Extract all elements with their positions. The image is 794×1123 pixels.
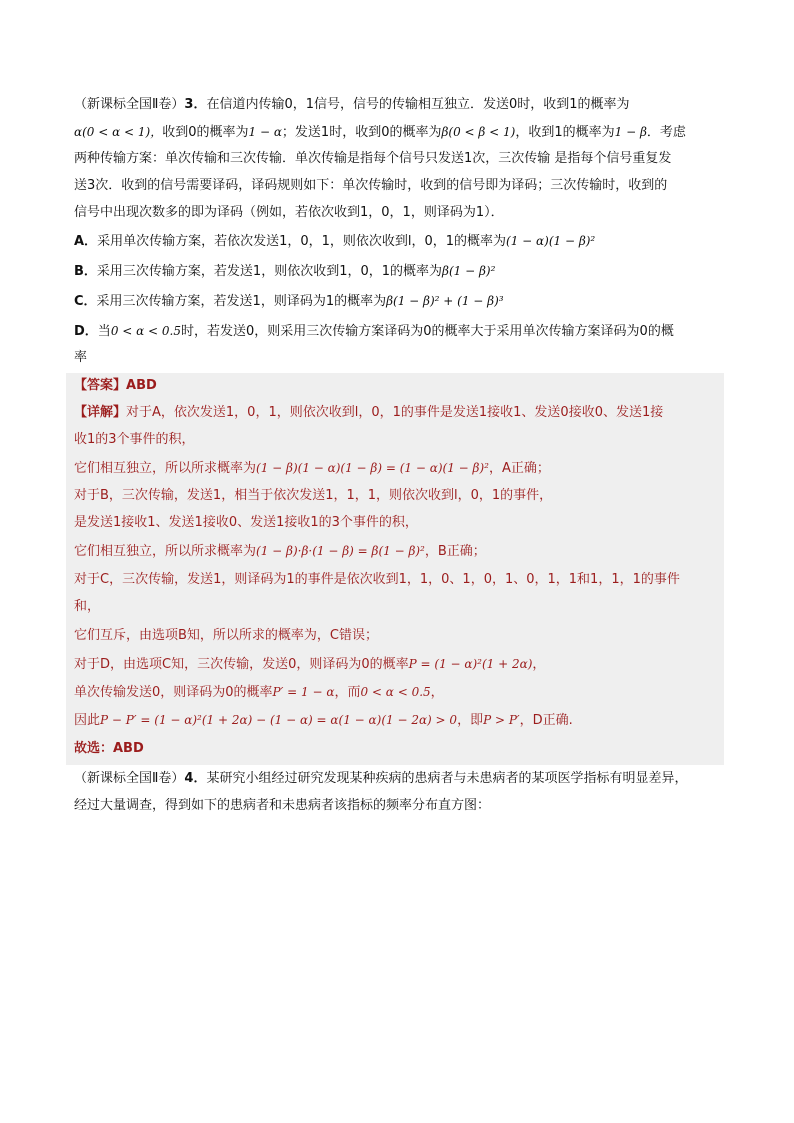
detail-text: 对于D，由选项C知，三次传输，发送0，则译码为0的概率 bbox=[74, 657, 409, 672]
option-c bbox=[74, 292, 504, 311]
option-b bbox=[74, 262, 495, 281]
detail-line-3 bbox=[74, 459, 550, 478]
detail-text: 它们相互独立，所以所求概率为 bbox=[74, 461, 257, 476]
detail-line-8: 和， bbox=[74, 599, 101, 614]
question-4-line-1 bbox=[74, 770, 687, 788]
question-source: （新课标全国Ⅱ卷） bbox=[74, 97, 185, 112]
question-3-line-5: 信号中出现次数多的即为译码（例如，若依次收到1，0，1，则译码为1）． bbox=[74, 205, 504, 220]
answer-value: ABD bbox=[126, 378, 157, 393]
detail-text: ，而 bbox=[334, 685, 361, 700]
detail-line-6 bbox=[74, 542, 486, 561]
detail-text: ，A正确； bbox=[488, 461, 550, 476]
question-text: ；发送1时，收到0的概率为 bbox=[281, 125, 442, 140]
question-3-line-2 bbox=[74, 123, 686, 142]
answer-tag: 【答案】 bbox=[74, 378, 127, 393]
question-text: 收到0的概率为 bbox=[162, 125, 249, 140]
detail-text: 因此 bbox=[74, 713, 101, 728]
option-d bbox=[74, 322, 674, 341]
question-source: （新课标全国Ⅱ卷） bbox=[74, 771, 185, 786]
formula: β(1 − β)² + (1 − β)³ bbox=[386, 294, 504, 308]
option-text: 采用三次传输方案，若发送1，则译码为1的概率为 bbox=[96, 294, 387, 309]
question-3-line-4: 送3次．收到的信号需要译码，译码规则如下：单次传输时，收到的信号即为译码；三次传输时，收到的 bbox=[74, 178, 668, 193]
option-label: C． bbox=[74, 294, 97, 309]
formula: 0 < α < 0.5 bbox=[360, 685, 431, 699]
formula: α(0 < α < 1)， bbox=[74, 125, 163, 139]
detail-text: 单次传输发送0，则译码为0的概率 bbox=[74, 685, 273, 700]
question-4-line-2: 经过大量调查，得到如下的患病者和未患病者该指标的频率分布直方图： bbox=[74, 798, 491, 813]
question-text: 某研究小组经过研究发现某种疾病的患病者与未患病者的某项医学指标有明显差异， bbox=[206, 771, 688, 786]
option-text: 时，若发送0，则采用三次传输方案译码为0的概率大于采用单次传输方案译码为0的概 bbox=[181, 324, 674, 339]
detail-text: ，即 bbox=[457, 713, 484, 728]
detail-text: ，B正确； bbox=[424, 544, 486, 559]
detail-text: ，D正确. bbox=[519, 713, 573, 728]
question-number: 3． bbox=[184, 97, 207, 112]
detail-line-5: 是发送1接收1、发送1接收0、发送1接收1的3个事件的积， bbox=[74, 515, 418, 530]
question-text: ，收到1的概率为 bbox=[515, 125, 615, 140]
detail-line-7: 对于C，三次传输，发送1，则译码为1的事件是依次收到1，1，0、1，0，1、0，1，1和1，1，1的事件 bbox=[74, 572, 680, 587]
question-text: 在信道内传输0，1信号，信号的传输相互独立．发送0时，收到1的概率为 bbox=[206, 97, 630, 112]
detail-line-9: 它们互斥，由选项B知，所以所求的概率为，C错误； bbox=[74, 628, 378, 643]
detail-tag: 【详解】 bbox=[74, 405, 127, 420]
detail-line-11 bbox=[74, 683, 444, 702]
question-number: 4． bbox=[184, 771, 207, 786]
option-text: 采用单次传输方案，若依次发送1，0，1，则依次收到l，0，1的概率为 bbox=[97, 234, 507, 249]
formula: (1 − β)(1 − α)(1 − β) = (1 − α)(1 − β)² bbox=[256, 461, 489, 475]
formula: (1 − β)·β·(1 − β) = β(1 − β)² bbox=[256, 544, 425, 558]
option-a bbox=[74, 232, 595, 251]
formula: P′ = 1 − α bbox=[272, 685, 335, 699]
answer-line bbox=[74, 377, 157, 395]
formula: P = (1 − α)²(1 + 2α) bbox=[408, 657, 533, 671]
formula: β(1 − β)² bbox=[442, 264, 496, 278]
option-label: B． bbox=[74, 264, 97, 279]
detail-line-1 bbox=[74, 404, 663, 422]
formula: 1 − α bbox=[248, 125, 282, 139]
option-text: 当 bbox=[97, 324, 111, 339]
detail-line-12 bbox=[74, 711, 573, 730]
detail-line-4: 对于B，三次传输，发送1，相当于依次发送1，1，1，则依次收到l，0，1的事件， bbox=[74, 488, 553, 503]
option-label: A． bbox=[74, 234, 98, 249]
question-text: ．考虑 bbox=[646, 125, 686, 140]
detail-text: ， bbox=[430, 685, 444, 700]
detail-text: ， bbox=[532, 657, 546, 672]
question-3-line-1 bbox=[74, 96, 630, 114]
detail-line-10 bbox=[74, 655, 545, 674]
formula: 1 − β bbox=[614, 125, 647, 139]
detail-line-2: 收1的3个事件的积， bbox=[74, 432, 195, 447]
option-d-continuation: 率 bbox=[74, 350, 88, 365]
detail-text: 它们相互独立，所以所求概率为 bbox=[74, 544, 257, 559]
option-label: D． bbox=[74, 324, 98, 339]
formula: P − P′ = (1 − α)²(1 + 2α) − (1 − α) = α(1 − α)(1 − 2α) > 0 bbox=[100, 713, 458, 727]
formula: 0 < α < 0.5 bbox=[110, 324, 182, 338]
formula: β(0 < β < 1) bbox=[441, 125, 516, 139]
detail-text: 对于A，依次发送1，0，1，则依次收到l，0，1的事件是发送1接收1、发送0接收0、发送1接 bbox=[126, 405, 664, 420]
detail-line-13: 故选：ABD bbox=[74, 741, 144, 756]
formula: P > P′ bbox=[483, 713, 520, 727]
option-text: 采用三次传输方案，若发送1，则依次收到1，0，1的概率为 bbox=[96, 264, 443, 279]
question-3-line-3: 两种传输方案：单次传输和三次传输．单次传输是指每个信号只发送1次，三次传输 是指每个信号重复发 bbox=[74, 151, 672, 166]
formula: (1 − α)(1 − β)² bbox=[506, 234, 596, 248]
